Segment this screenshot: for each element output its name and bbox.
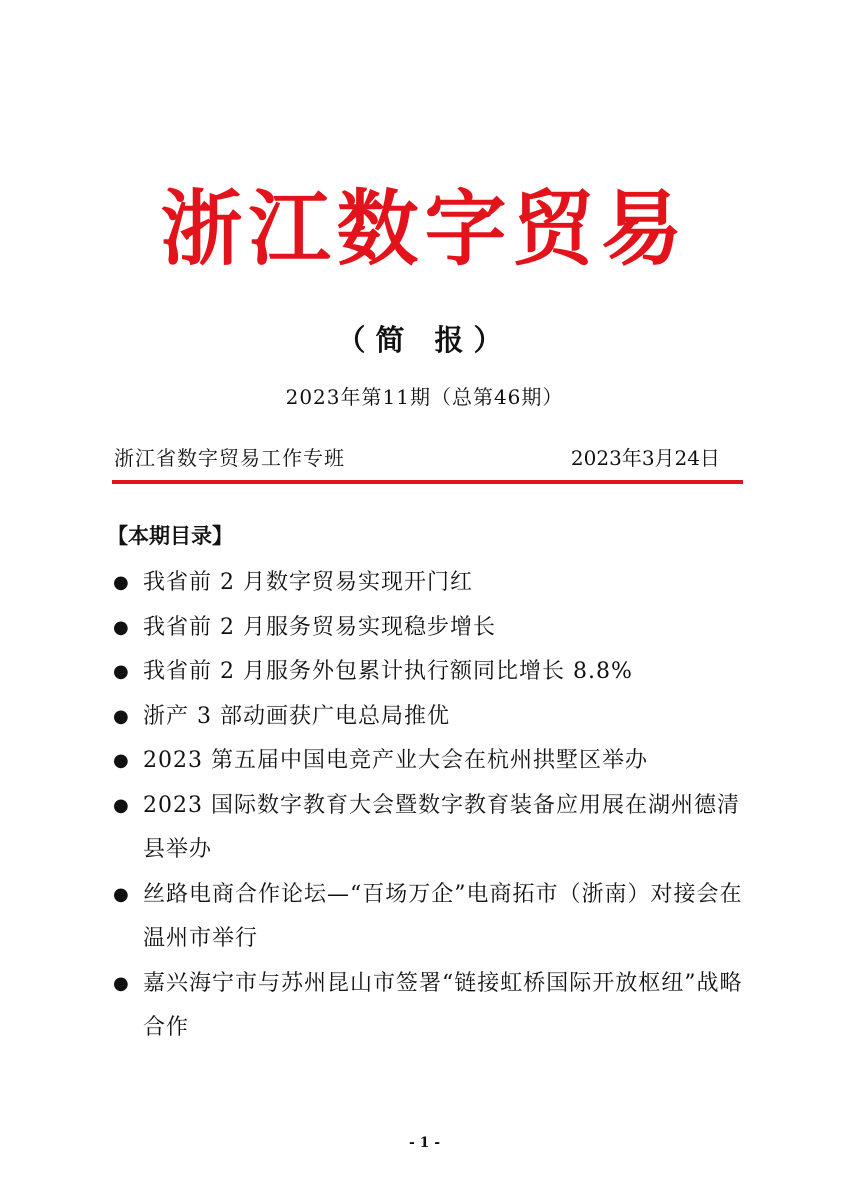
issue-number: 2023年第11期（总第46期）	[285, 385, 564, 409]
toc-item	[113, 650, 753, 695]
bullet-icon: ●	[113, 750, 130, 771]
toc-item-text: 我省前 2 月服务外包累计执行额同比增长 8.8%	[143, 659, 633, 684]
bullet-icon: ●	[113, 572, 130, 593]
meta-row	[114, 445, 720, 471]
toc-item-text: 丝路电商合作论坛—“百场万企”电商拓市（浙南）对接会在温州市举行	[143, 881, 743, 951]
toc-item-text: 我省前 2 月数字贸易实现开门红	[143, 570, 473, 595]
bullet-icon: ●	[113, 794, 130, 816]
toc-item	[113, 606, 753, 651]
page-number: - 1 -	[408, 1135, 441, 1151]
toc-item-text: 2023 第五届中国电竞产业大会在杭州拱墅区举办	[143, 748, 648, 773]
toc-item-text: 嘉兴海宁市与苏州昆山市签署“链接虹桥国际开放枢纽”战略合作	[143, 970, 743, 1040]
toc-item	[113, 561, 753, 606]
red-divider-rule	[112, 480, 743, 484]
bullet-icon: ●	[113, 883, 130, 905]
bullet-icon: ●	[113, 972, 130, 994]
toc-item	[113, 784, 753, 873]
bullet-icon: ●	[113, 661, 130, 682]
toc-item-text: 浙产 3 部动画获广电总局推优	[143, 703, 450, 729]
masthead-title: 浙江数字贸易	[160, 181, 689, 277]
issuing-organization: 浙江省数字贸易工作专班	[114, 446, 345, 470]
toc-item-text: 我省前 2 月服务贸易实现稳步增长	[143, 614, 496, 640]
issue-date: 2023年3月24日	[570, 446, 720, 470]
bullet-icon: ●	[113, 705, 130, 727]
toc-item-text: 2023 国际数字教育大会暨数字教育装备应用展在湖州德清县举办	[143, 792, 740, 862]
bullet-icon: ●	[113, 616, 130, 638]
toc-list	[113, 561, 753, 1051]
toc-heading: 【本期目录】	[107, 524, 233, 548]
toc-item	[113, 695, 753, 740]
toc-item	[113, 962, 753, 1051]
toc-item	[113, 873, 753, 962]
masthead-subtitle: （简 报）	[336, 323, 513, 357]
toc-item	[113, 739, 753, 784]
